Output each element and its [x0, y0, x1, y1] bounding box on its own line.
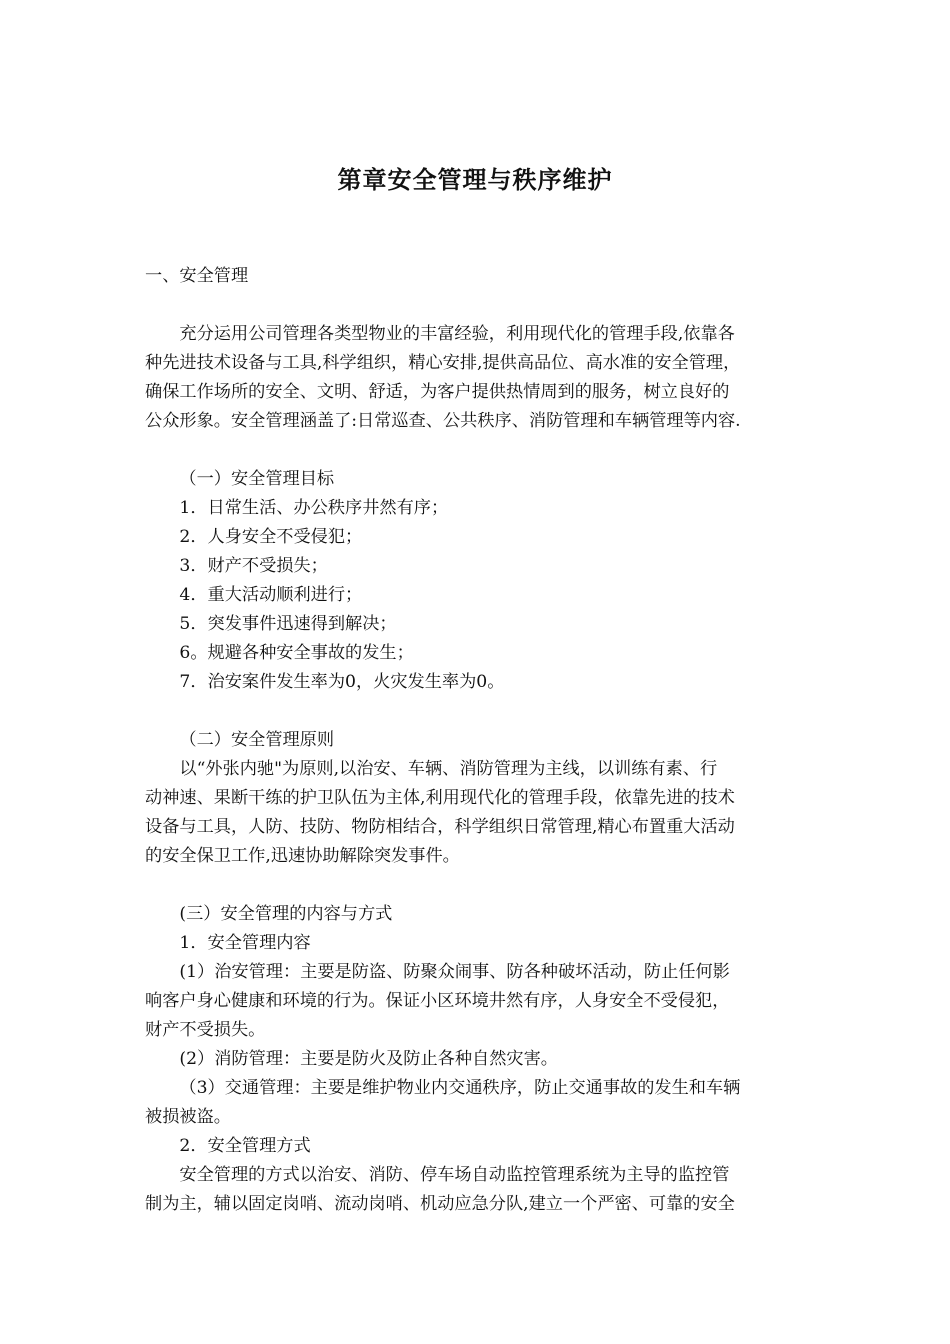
principles-line: 以“外张内驰"为原则,以治安、车辆、消防管理为主线，以训练有素、行: [179, 759, 718, 779]
list-item: 1．日常生活、办公秩序井然有序；: [179, 498, 449, 518]
document-body: [145, 262, 810, 1219]
content-heading: 1．安全管理内容: [179, 933, 311, 953]
list-item: 7．治安案件发生率为0，火灾发生率为0。: [179, 672, 505, 692]
security-line: 响客户身心健康和环境的行为。保证小区环境井然有序，人身安全不受侵犯，: [145, 991, 730, 1011]
list-item: 3．财产不受损失；: [179, 556, 328, 576]
fire-line: (2）消防管理：主要是防火及防止各种自然灾害。: [179, 1049, 558, 1069]
intro-line: 种先进技术设备与工具,科学组织，精心安排,提供高品位、高水准的安全管理，: [145, 353, 741, 373]
intro-line: 充分运用公司管理各类型物业的丰富经验，利用现代化的管理手段,依靠各: [179, 324, 735, 344]
method-line: 制为主，辅以固定岗哨、流动岗哨、机动应急分队,建立一个严密、可靠的安全: [145, 1194, 735, 1214]
list-item: 2．人身安全不受侵犯；: [179, 527, 363, 547]
section-heading: 一、安全管理: [145, 266, 249, 286]
goals-heading: （一）安全管理目标: [179, 469, 335, 489]
method-line: 安全管理的方式以治安、消防、停车场自动监控管理系统为主导的监控管: [179, 1165, 730, 1185]
goals-list: [145, 494, 810, 697]
principles-line: 动神速、果断干练的护卫队伍为主体,利用现代化的管理手段，依靠先进的技术: [145, 788, 735, 808]
page-title: 第章安全管理与秩序维护: [337, 166, 613, 194]
list-item: 4．重大活动顺利进行；: [179, 585, 363, 605]
intro-line: 确保工作场所的安全、文明、舒适，为客户提供热情周到的服务，树立良好的: [145, 382, 730, 402]
traffic-line: （3）交通管理：主要是维护物业内交通秩序，防止交通事故的发生和车辆: [179, 1078, 741, 1098]
principles-line: 设备与工具，人防、技防、物防相结合，科学组织日常管理,精心布置重大活动: [145, 817, 735, 837]
principles-heading: （二）安全管理原则: [179, 730, 335, 750]
principles-line: 的安全保卫工作,迅速协助解除突发事件。: [145, 846, 460, 866]
list-item: 5．突发事件迅速得到解决；: [179, 614, 397, 634]
list-item: 6。规避各种安全事故的发生；: [179, 643, 414, 663]
methods-heading: (三）安全管理的内容与方式: [179, 904, 393, 924]
method-heading: 2．安全管理方式: [179, 1136, 311, 1156]
security-line: 财产不受损失。: [145, 1020, 266, 1040]
intro-line: 公众形象。安全管理涵盖了:日常巡查、公共秩序、消防管理和车辆管理等内容.: [145, 411, 741, 431]
traffic-line: 被损被盗。: [145, 1107, 231, 1127]
security-line: (1）治安管理：主要是防盗、防聚众闹事、防各种破坏活动，防止任何影: [179, 962, 730, 982]
